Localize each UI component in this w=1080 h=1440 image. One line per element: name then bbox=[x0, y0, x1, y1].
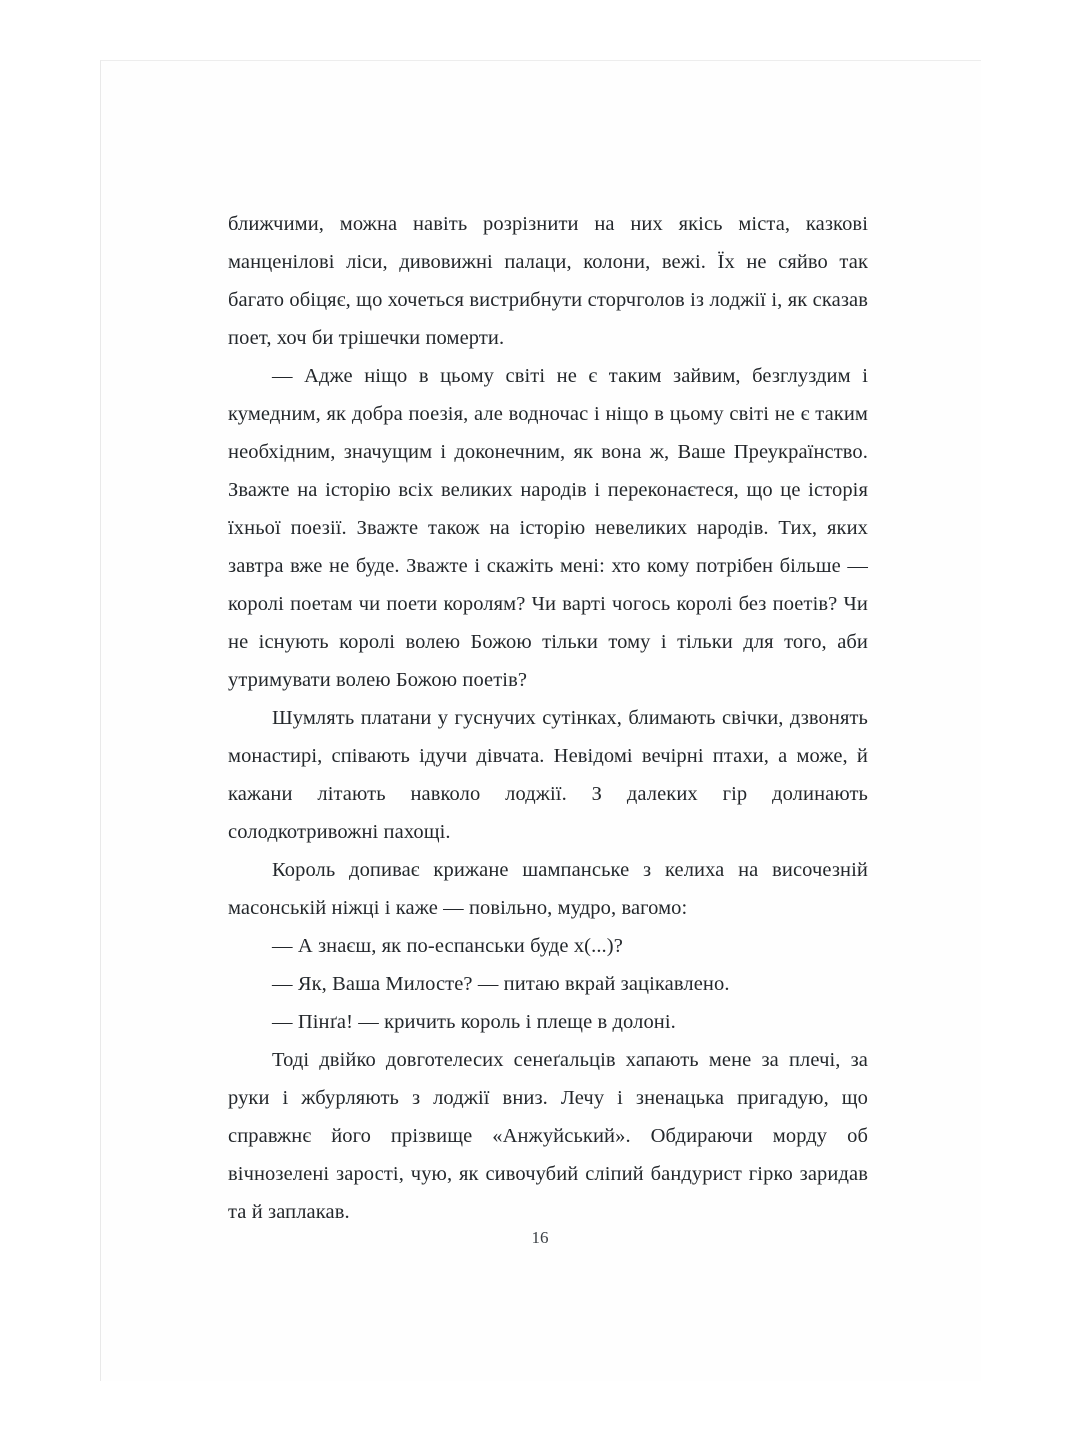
paragraph: Шумлять платани у гуснучих сутінках, блимають свічки, дзвонять монастирі, співають ідучи дівчата. Невідомі вечірні птахи, а може, й кажани літають навколо лоджії. З далеких гір долинають солодкотривожні пахощі. bbox=[228, 707, 868, 843]
page-body-text bbox=[228, 205, 868, 1231]
paragraph: ближчими, можна навіть розрізнити на них якісь міста, казкові манценілові ліси, дивовижні палаци, колони, вежі. Їх не сяйво так багато обіцяє, що хочеться вистрибнути сторчголов із лоджії і, як сказав поет, хоч би трішечки померти. bbox=[228, 213, 868, 349]
page-number-value: 16 bbox=[531, 1228, 549, 1247]
paragraph: — Пінґа! — кричить король і плеще в долоні. bbox=[272, 1011, 676, 1033]
paragraph: — А знаєш, як по-еспанськи буде х(...)? bbox=[272, 935, 623, 957]
paragraph: — Як, Ваша Милосте? — питаю вкрай зацікавлено. bbox=[272, 973, 730, 995]
page-number bbox=[0, 1228, 1080, 1248]
paragraph: Тоді двійко довготелесих сенеґальців хапають мене за плечі, за руки і жбурляють з лоджії вниз. Лечу і зненацька пригадую, що справжнє його прізвище «Анжуйський». Обдираючи морду об вічнозелені зарості, чую, як сивочубий сліпий бандурист гірко заридав та й заплакав. bbox=[228, 1049, 868, 1223]
paragraph: — Адже ніщо в цьому світі не є таким зайвим, безглуздим і кумедним, як добра поезія, але водночас і ніщо в цьому світі не є таким необхідним, значущим і доконечним, як вона ж, Ваше Преукраїнство. Зважте на історію всіх великих народів і переконаєтеся, що це історія їхньої поезії. Зважте також на історію невеликих народів. Тих, яких завтра вже не буде. Зважте і скажіть мені: хто кому потрібен більше — королі поетам чи поети королям? Чи варті чогось королі без поетів? Чи не існують королі волею Божою тільки тому і тільки для того, аби утримувати волею Божою поетів? bbox=[228, 365, 868, 691]
paragraph: Король допиває крижане шампанське з келиха на височезній масонській ніжці і каже — повільно, мудро, вагомо: bbox=[228, 859, 868, 919]
